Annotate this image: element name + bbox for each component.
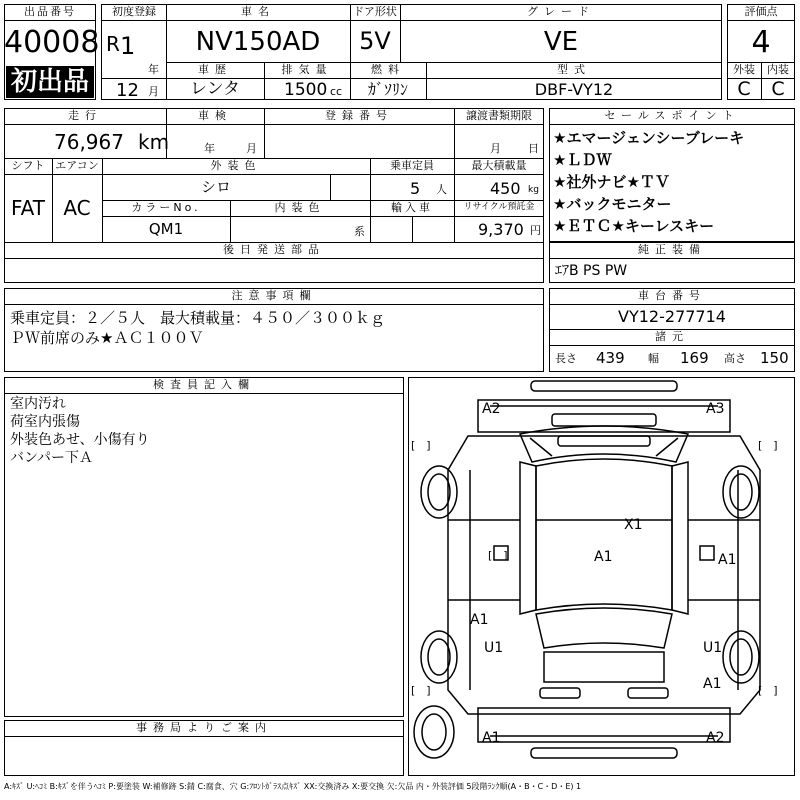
length-value: 439 (596, 349, 625, 367)
load-label: 最大積載量 (471, 159, 527, 172)
score-value: 4 (751, 25, 771, 60)
displacement-label: 排気量 (281, 63, 333, 76)
color-value: シロ (200, 178, 231, 196)
month-unit: 月 (148, 85, 159, 98)
bracket-mark: [ ] (411, 439, 431, 452)
plate-label: 登録番号 (325, 109, 393, 122)
history-value: レンタ (190, 79, 240, 99)
damage-mark: A2 (482, 401, 501, 417)
height-value: 150 (760, 349, 789, 367)
history-label: 車歴 (198, 63, 232, 76)
inspector-line: バンパー下Ａ (10, 450, 94, 466)
capacity-label: 乗車定員 (390, 159, 434, 172)
first-reg-label: 初度登録 (112, 5, 156, 18)
interior-color-unit: 系 (354, 225, 365, 238)
chassis-value: VY12-277714 (618, 307, 726, 326)
load-unit: kg (528, 185, 539, 195)
notes-line: 乗車定員：２／５人 最大積載量：４５０／３００ｋｇ (10, 309, 386, 327)
office-header: 事務局よりご案内 (136, 721, 272, 734)
bracket-mark: [ ] (758, 439, 778, 452)
lot-number: 40008 (4, 25, 100, 60)
lot-label: 出品番号 (24, 5, 76, 18)
sales-point-item: ★社外ナビ★ＴＶ (553, 173, 670, 191)
import-label: 輸入車 (391, 201, 433, 214)
damage-mark: A1 (482, 730, 501, 746)
interior-color-label: 内装色 (274, 201, 326, 214)
era-letter: R (106, 32, 120, 56)
recycle-value: 9,370 (478, 220, 524, 239)
first-listing-badge: 初出品 (6, 66, 94, 98)
damage-mark: A1 (594, 549, 613, 565)
width-label: 幅 (648, 352, 659, 365)
recycle-unit: 円 (530, 224, 541, 237)
chassis-header: 車台番号 (638, 289, 706, 302)
grade-label: グレード (527, 5, 595, 18)
notes-line: ＰＷ前席のみ★ＡＣ１００Ｖ (10, 329, 204, 347)
inspector-line: 外装色あせ、小傷有り (10, 432, 150, 448)
capacity-value: 5 (410, 179, 421, 198)
sales-points-header: セールスポイント (604, 109, 740, 122)
grade-value: VE (543, 27, 579, 57)
damage-mark: U1 (703, 640, 723, 656)
recycle-label: リサイクル預託金 (463, 202, 535, 212)
ac-label: エアコン (55, 159, 99, 172)
displacement-unit: cc (330, 85, 343, 98)
door-value: 5V (359, 27, 391, 55)
damage-mark: X1 (624, 517, 643, 533)
equipment-header: 純正装備 (638, 243, 706, 256)
fuel-label: 燃料 (371, 63, 405, 76)
inspector-header: 検査員記入欄 (153, 378, 255, 391)
car-name-label: 車名 (241, 5, 275, 18)
exterior-grade-value: C (737, 78, 751, 100)
damage-mark: U1 (484, 640, 504, 656)
color-no-label: カラーNo. (131, 201, 201, 214)
transfer-month-unit: 月 (490, 142, 501, 155)
fuel-value: ｶﾞｿﾘﾝ (367, 80, 408, 99)
score-label: 評価点 (744, 5, 778, 18)
year-unit: 年 (148, 63, 159, 76)
bracket-mark: [ ] (488, 549, 508, 562)
door-label: ドア形状 (353, 5, 397, 18)
color-no-value: QM1 (148, 220, 184, 238)
bracket-mark: [ ] (411, 684, 431, 697)
later-parts-label: 後日発送部品 (223, 243, 325, 256)
shift-label: シフト (11, 159, 45, 172)
load-value: 450 (490, 179, 521, 198)
interior-grade-value: C (771, 78, 785, 100)
inspector-line: 室内汚れ (10, 396, 66, 412)
shift-value: FAT (10, 196, 45, 220)
capacity-unit: 人 (436, 183, 447, 196)
sales-point-item: ★エマージェンシーブレーキ (553, 129, 745, 147)
inspector-line: 荷室内張傷 (10, 414, 80, 430)
interior-grade-label: 内装 (767, 63, 789, 76)
transfer-day-unit: 日 (528, 142, 539, 155)
legend: A:ｷｽﾞ U:ﾍｺﾐ B:ｷｽﾞを伴うﾍｺﾐ P:要塗装 W:補修跡 S:錆 C:腐食、穴 G:ﾌﾛﾝﾄｶﾞﾗｽ点ｷｽﾞ XX:交換済み X:要交換 欠:欠品 内・外装評価 5段階ﾗﾝｸ順(A・B・C・D・E) 1 (4, 782, 582, 791)
transfer-label: 譲渡書類期限 (466, 109, 532, 122)
mileage-label: 走行 (68, 109, 102, 122)
sales-point-item: ★バックモニター (553, 195, 672, 213)
length-label: 長さ (555, 352, 577, 365)
mileage-unit: km (138, 130, 170, 154)
damage-mark: A2 (706, 730, 725, 746)
notes-header: 注意事項欄 (231, 289, 317, 302)
ac-value: AC (63, 196, 91, 220)
color-label: 外装色 (210, 159, 262, 172)
mileage-value: 76,967 (54, 130, 124, 154)
reg-month: 12 (116, 80, 139, 101)
equipment-value: ｴｱB PS PW (555, 263, 628, 279)
displacement-value: 1500 (284, 80, 328, 100)
damage-mark: A3 (706, 401, 725, 417)
inspection-label: 車検 (198, 109, 232, 122)
exterior-grade-label: 外装 (733, 63, 755, 76)
sales-point-item: ★ＥＴＣ★キーレスキー (553, 217, 715, 235)
model-label: 型式 (557, 63, 591, 76)
dims-header: 諸元 (655, 330, 689, 343)
width-value: 169 (680, 349, 709, 367)
sales-point-item: ★ＬＤＷ (553, 151, 612, 169)
car-name: NV150AD (195, 27, 321, 57)
inspection-year-unit: 年 (204, 142, 215, 155)
reg-year: 1 (120, 32, 136, 60)
bracket-mark: [ ] (758, 684, 778, 697)
inspection-month-unit: 月 (246, 142, 257, 155)
height-label: 高さ (724, 352, 746, 365)
damage-mark: A1 (703, 676, 722, 692)
damage-mark: A1 (470, 612, 489, 628)
model-value: DBF-VY12 (534, 80, 614, 99)
damage-mark: A1 (718, 552, 737, 568)
